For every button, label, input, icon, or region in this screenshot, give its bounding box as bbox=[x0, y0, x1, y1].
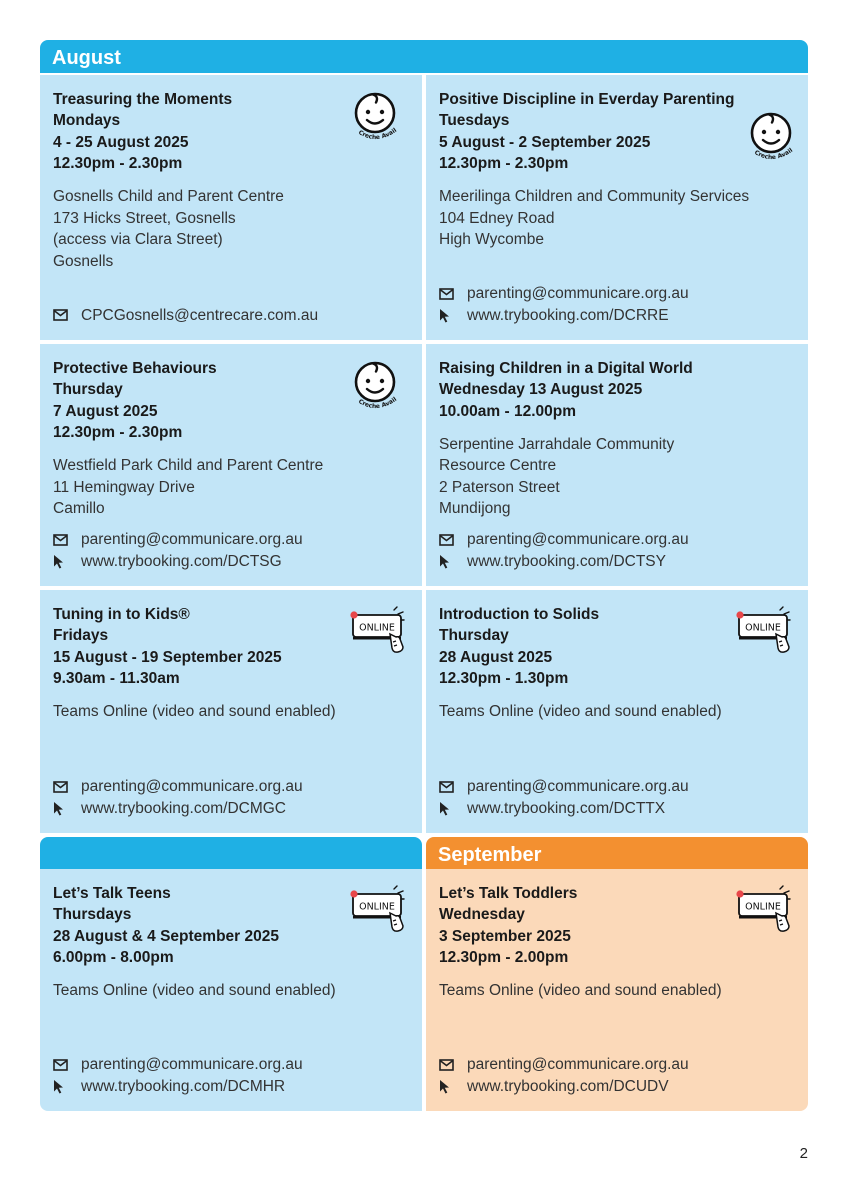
event-title: Tuning in to Kids® bbox=[53, 606, 190, 623]
event-time: 9.30am - 11.30am bbox=[53, 669, 180, 687]
event-day: Thursday bbox=[439, 627, 509, 645]
envelope-icon bbox=[53, 534, 71, 546]
booking-link[interactable]: www.trybooking.com/DCMHR bbox=[81, 1077, 286, 1095]
event-location bbox=[53, 980, 410, 1002]
event-contact bbox=[53, 529, 303, 572]
event-location bbox=[439, 701, 796, 723]
event-heading bbox=[439, 89, 796, 174]
creche-label: Creche Avail bbox=[357, 126, 399, 142]
location-line: Serpentine Jarrahdale Community bbox=[439, 435, 675, 453]
location-line: Teams Online (video and sound enabled) bbox=[439, 703, 722, 721]
event-time: 12.30pm - 1.30pm bbox=[439, 669, 569, 687]
creche-label: Creche Avail bbox=[753, 146, 795, 162]
cursor-arrow-icon bbox=[439, 308, 457, 323]
event-time: 12.30pm - 2.30pm bbox=[53, 154, 183, 172]
event-dates: 15 August - 19 September 2025 bbox=[53, 648, 282, 666]
event-title: Positive Discipline in Everday Parenting bbox=[439, 91, 735, 108]
booking-link[interactable]: www.trybooking.com/DCTTX bbox=[467, 799, 666, 817]
event-day: Wednesday bbox=[439, 906, 525, 924]
event-title: Protective Behaviours bbox=[53, 360, 217, 377]
cursor-arrow-icon bbox=[439, 801, 457, 816]
envelope-icon bbox=[53, 309, 71, 321]
location-line: Mundijong bbox=[439, 500, 511, 518]
event-day: Tuesdays bbox=[439, 112, 510, 130]
event-day: Fridays bbox=[53, 627, 109, 645]
cursor-arrow-icon bbox=[439, 1079, 457, 1094]
blank-header bbox=[40, 837, 422, 870]
location-line: Meerilinga Children and Community Services bbox=[439, 188, 750, 206]
cursor-arrow-icon bbox=[53, 1079, 71, 1094]
svg-text:ONLINE: ONLINE bbox=[359, 901, 395, 913]
event-contact bbox=[53, 776, 303, 819]
event-title: Let’s Talk Teens bbox=[53, 885, 171, 902]
event-card bbox=[40, 869, 422, 1111]
creche-available-icon bbox=[348, 91, 404, 147]
location-line: 173 Hicks Street, Gosnells bbox=[53, 209, 236, 227]
event-time: 6.00pm - 8.00pm bbox=[53, 948, 174, 966]
event-time: 12.30pm - 2.00pm bbox=[439, 948, 569, 966]
page-number: 2 bbox=[799, 1145, 808, 1162]
event-location bbox=[53, 701, 410, 723]
event-dates: 7 August 2025 bbox=[53, 402, 158, 420]
svg-text:ONLINE: ONLINE bbox=[745, 622, 781, 634]
event-location bbox=[439, 186, 796, 251]
event-dates: 10.00am - 12.00pm bbox=[439, 402, 577, 420]
envelope-icon bbox=[439, 288, 457, 300]
event-contact bbox=[439, 776, 689, 819]
email-link[interactable]: parenting@communicare.org.au bbox=[81, 531, 303, 548]
event-time: 12.30pm - 2.30pm bbox=[439, 154, 569, 172]
envelope-icon bbox=[439, 534, 457, 546]
svg-text:ONLINE: ONLINE bbox=[745, 901, 781, 913]
event-day: Wednesday 13 August 2025 bbox=[439, 381, 643, 399]
event-contact bbox=[439, 529, 689, 572]
event-contact bbox=[53, 1054, 303, 1097]
booking-link[interactable]: www.trybooking.com/DCTSY bbox=[467, 552, 666, 570]
location-line: Teams Online (video and sound enabled) bbox=[53, 982, 336, 1000]
event-contact bbox=[439, 1054, 689, 1097]
online-icon bbox=[736, 885, 794, 935]
email-link[interactable]: parenting@communicare.org.au bbox=[467, 1056, 689, 1073]
envelope-icon bbox=[439, 1059, 457, 1071]
envelope-icon bbox=[439, 781, 457, 793]
email-link[interactable]: parenting@communicare.org.au bbox=[467, 778, 689, 795]
event-dates: 28 August & 4 September 2025 bbox=[53, 927, 279, 945]
location-line: Gosnells bbox=[53, 252, 114, 270]
email-link[interactable]: parenting@communicare.org.au bbox=[467, 531, 689, 548]
event-time: 12.30pm - 2.30pm bbox=[53, 423, 183, 441]
event-day: Mondays bbox=[53, 112, 121, 130]
event-dates: 3 September 2025 bbox=[439, 927, 571, 945]
location-line: Camillo bbox=[53, 500, 105, 518]
envelope-icon bbox=[53, 1059, 71, 1071]
online-icon bbox=[350, 885, 408, 935]
location-line: (access via Clara Street) bbox=[53, 231, 223, 249]
location-line: 104 Edney Road bbox=[439, 209, 555, 227]
event-dates: 4 - 25 August 2025 bbox=[53, 133, 189, 151]
event-contact bbox=[439, 283, 689, 326]
booking-link[interactable]: www.trybooking.com/DCUDV bbox=[467, 1077, 669, 1095]
location-line: Teams Online (video and sound enabled) bbox=[439, 982, 722, 1000]
event-title: Raising Children in a Digital World bbox=[439, 360, 693, 377]
cursor-arrow-icon bbox=[53, 801, 71, 816]
email-link[interactable]: parenting@communicare.org.au bbox=[467, 285, 689, 302]
event-card bbox=[40, 344, 422, 586]
september-header bbox=[426, 837, 808, 870]
event-contact bbox=[53, 305, 318, 327]
location-line: 2 Paterson Street bbox=[439, 478, 560, 496]
email-link[interactable]: parenting@communicare.org.au bbox=[81, 778, 303, 795]
envelope-icon bbox=[53, 781, 71, 793]
location-line: High Wycombe bbox=[439, 231, 544, 249]
august-title: August bbox=[52, 47, 121, 69]
email-link[interactable]: parenting@communicare.org.au bbox=[81, 1056, 303, 1073]
august-header bbox=[40, 40, 808, 73]
event-day: Thursday bbox=[53, 381, 123, 399]
location-line: Teams Online (video and sound enabled) bbox=[53, 703, 336, 721]
location-line: Gosnells Child and Parent Centre bbox=[53, 188, 284, 206]
online-icon bbox=[736, 606, 794, 656]
online-icon bbox=[350, 606, 408, 656]
creche-label: Creche Avail bbox=[357, 395, 399, 411]
cursor-arrow-icon bbox=[439, 554, 457, 569]
event-card bbox=[426, 344, 808, 586]
cursor-arrow-icon bbox=[53, 554, 71, 569]
event-card bbox=[426, 590, 808, 833]
event-card bbox=[40, 75, 422, 340]
event-card bbox=[426, 75, 808, 340]
booking-link[interactable]: www.trybooking.com/DCTSG bbox=[81, 552, 282, 570]
event-title: Treasuring the Moments bbox=[53, 91, 233, 108]
event-dates: 5 August - 2 September 2025 bbox=[439, 133, 651, 151]
location-line: Westfield Park Child and Parent Centre bbox=[53, 457, 324, 475]
event-location bbox=[53, 186, 410, 272]
event-title: Introduction to Solids bbox=[439, 606, 600, 623]
event-heading bbox=[439, 358, 796, 422]
event-title: Let’s Talk Toddlers bbox=[439, 885, 578, 902]
event-day: Thursdays bbox=[53, 906, 132, 924]
september-title: September bbox=[438, 844, 542, 866]
event-card bbox=[426, 869, 808, 1111]
creche-available-icon bbox=[744, 111, 800, 167]
svg-text:ONLINE: ONLINE bbox=[359, 622, 395, 634]
creche-available-icon bbox=[348, 360, 404, 416]
event-card bbox=[40, 590, 422, 833]
event-dates: 28 August 2025 bbox=[439, 648, 553, 666]
event-location bbox=[439, 434, 796, 520]
booking-link[interactable]: www.trybooking.com/DCMGC bbox=[81, 799, 286, 817]
location-line: 11 Hemingway Drive bbox=[53, 478, 195, 496]
email-link[interactable]: CPCGosnells@centrecare.com.au bbox=[81, 306, 319, 324]
event-location bbox=[53, 455, 410, 520]
booking-link[interactable]: www.trybooking.com/DCRRE bbox=[467, 306, 669, 324]
event-location bbox=[439, 980, 796, 1002]
location-line: Resource Centre bbox=[439, 457, 557, 475]
